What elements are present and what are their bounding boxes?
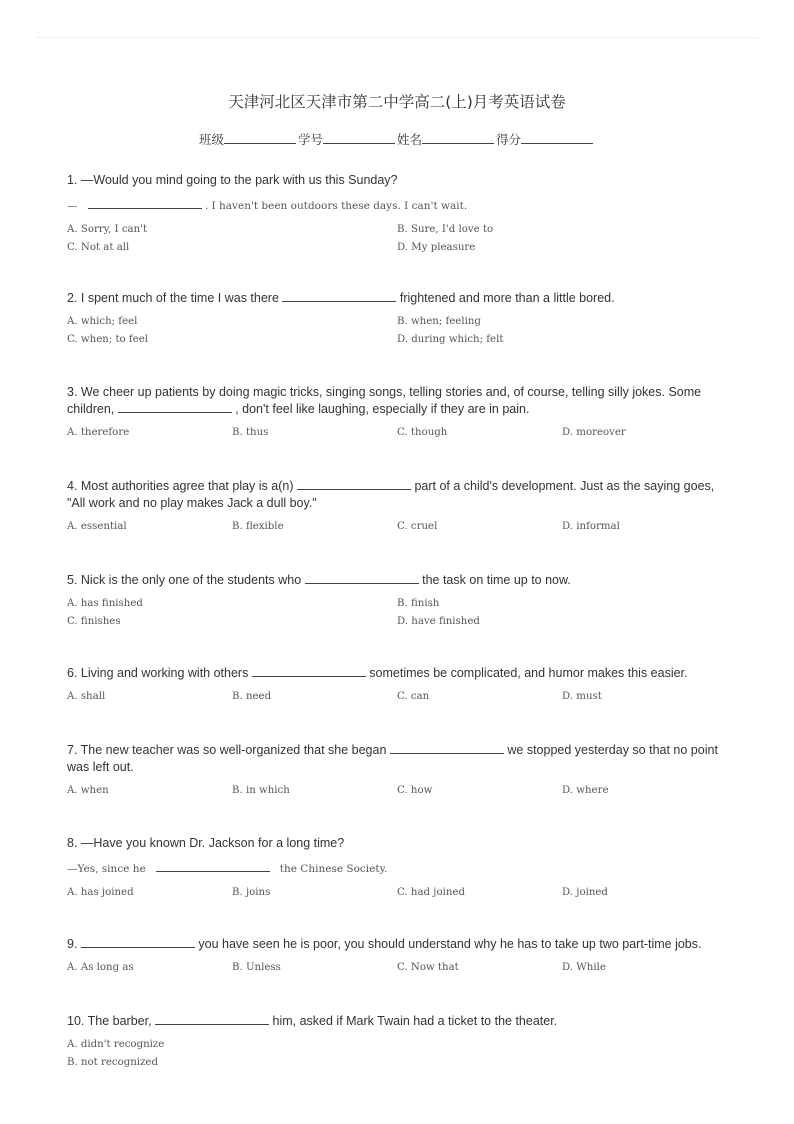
stem-text: 9. [67,937,81,951]
stem-text: 4. Most authorities agree that play is a(n) [67,479,297,493]
option-a[interactable]: A. didn't recognize [67,1039,165,1050]
question-stem-line-2: "All work and no play makes Jack a dull boy." [67,496,317,510]
option-b[interactable]: B. flexible [232,521,284,532]
option-a[interactable]: A. which; feel [67,316,138,327]
option-d[interactable]: D. during which; felt [397,334,504,345]
options [67,424,727,442]
stem-text: part of a child's development. Just as the saying goes, [410,479,715,493]
option-c[interactable]: C. can [397,691,430,702]
option-b[interactable]: B. joins [232,887,271,898]
answer-blank[interactable] [297,478,411,490]
options [67,782,727,800]
answer-blank[interactable] [156,860,270,872]
option-c[interactable]: C. Now that [397,962,459,973]
question-dialog [67,197,727,215]
top-divider [36,37,758,38]
option-c[interactable]: C. though [397,427,448,438]
stem-text: 6. Living and working with others [67,666,252,680]
options [67,313,727,349]
options [67,1036,727,1072]
option-a[interactable]: A. has joined [67,887,134,898]
option-a[interactable]: A. when [67,785,109,796]
question-8 [67,835,727,902]
name-blank[interactable] [422,133,494,144]
option-a[interactable]: A. As long as [67,962,134,973]
answer-blank[interactable] [305,572,419,584]
option-c[interactable]: C. Not at all [67,242,130,253]
question-2 [67,290,727,349]
page-title: 天津河北区天津市第二中学高二(上)月考英语试卷 [228,93,566,111]
dialog-text: . I haven't been outdoors these days. I can't wait. [201,200,468,212]
question-5 [67,572,727,631]
score-label: 得分 [496,132,522,147]
option-b[interactable]: B. thus [232,427,269,438]
stem-text: sometimes be complicated, and humor makes this easier. [365,666,688,680]
option-a[interactable]: A. shall [67,691,106,702]
stem-text: you have seen he is poor, you should understand why he has to take up two part-time jobs. [194,937,702,951]
option-d[interactable]: D. While [562,962,606,973]
id-blank[interactable] [323,133,395,144]
option-c[interactable]: C. had joined [397,887,465,898]
option-c[interactable]: C. when; to feel [67,334,149,345]
options [67,518,727,536]
question-10 [67,1013,727,1072]
stem-text: , don't feel like laughing, especially if they are in pain. [231,402,530,416]
option-d[interactable]: D. have finished [397,616,480,627]
option-d[interactable]: D. informal [562,521,620,532]
option-d[interactable]: D. joined [562,887,608,898]
option-b[interactable]: B. finish [397,598,440,609]
answer-blank[interactable] [252,665,366,677]
question-stem-line-1: 3. We cheer up patients by doing magic tricks, singing songs, telling stories and, of course, telling silly jokes. Some [67,385,702,399]
question-4 [67,478,727,536]
option-d[interactable]: D. My pleasure [397,242,476,253]
question-stem-line-2 [67,401,727,418]
question-stem-line-1 [67,742,727,759]
stem-text: 2. I spent much of the time I was there [67,291,283,305]
stem-text: frightened and more than a little bored. [396,291,615,305]
question-stem-line-1 [67,478,727,495]
question-dialog [67,860,727,878]
question-7 [67,742,727,800]
student-info-line [0,130,794,148]
question-stem-line-2: was left out. [67,760,134,774]
answer-blank[interactable] [390,742,504,754]
answer-blank[interactable] [118,401,232,413]
stem-text: 10. The barber, [67,1014,156,1028]
question-stem: 8. —Have you known Dr. Jackson for a long time? [67,836,345,850]
option-b[interactable]: B. need [232,691,272,702]
option-b[interactable]: B. Unless [232,962,281,973]
question-9 [67,936,727,977]
class-blank[interactable] [224,133,296,144]
answer-blank[interactable] [282,290,396,302]
option-b[interactable]: B. Sure, I'd love to [397,224,494,235]
option-a[interactable]: A. therefore [67,427,130,438]
option-b[interactable]: B. in which [232,785,290,796]
stem-text: him, asked if Mark Twain had a ticket to the theater. [269,1014,558,1028]
stem-text: 7. The new teacher was so well-organized that she began [67,743,390,757]
options [67,221,727,257]
name-label: 姓名 [397,132,423,147]
dialog-text: the Chinese Society. [276,863,388,875]
question-stem [67,1013,727,1030]
option-c[interactable]: C. how [397,785,433,796]
question-1 [67,172,727,257]
option-b[interactable]: B. when; feeling [397,316,481,327]
option-c[interactable]: C. finishes [67,616,121,627]
score-blank[interactable] [521,133,593,144]
options [67,959,727,977]
answer-blank[interactable] [88,197,202,209]
stem-text: we stopped yesterday so that no point [503,743,718,757]
option-a[interactable]: A. has finished [67,598,143,609]
option-b[interactable]: B. not recognized [67,1057,158,1068]
question-6 [67,665,727,706]
option-a[interactable]: A. essential [67,521,127,532]
options [67,595,727,631]
question-3 [67,384,727,442]
option-d[interactable]: D. must [562,691,602,702]
option-a[interactable]: A. Sorry, I can't [67,224,148,235]
class-label: 班级 [198,132,224,147]
dialog-text: — [67,200,81,212]
answer-blank[interactable] [81,936,195,948]
question-stem [67,936,727,953]
option-c[interactable]: C. cruel [397,521,438,532]
option-d[interactable]: D. moreover [562,427,626,438]
dialog-text: —Yes, since he [67,863,150,875]
question-stem [67,665,727,682]
option-d[interactable]: D. where [562,785,609,796]
stem-text: the task on time up to now. [418,573,571,587]
question-stem: 1. —Would you mind going to the park with us this Sunday? [67,173,398,187]
question-stem [67,572,727,589]
answer-blank[interactable] [155,1013,269,1025]
stem-text: 5. Nick is the only one of the students who [67,573,305,587]
id-label: 学号 [297,132,323,147]
stem-text: children, [67,402,118,416]
question-stem [67,290,727,307]
options [67,688,727,706]
options [67,884,727,902]
